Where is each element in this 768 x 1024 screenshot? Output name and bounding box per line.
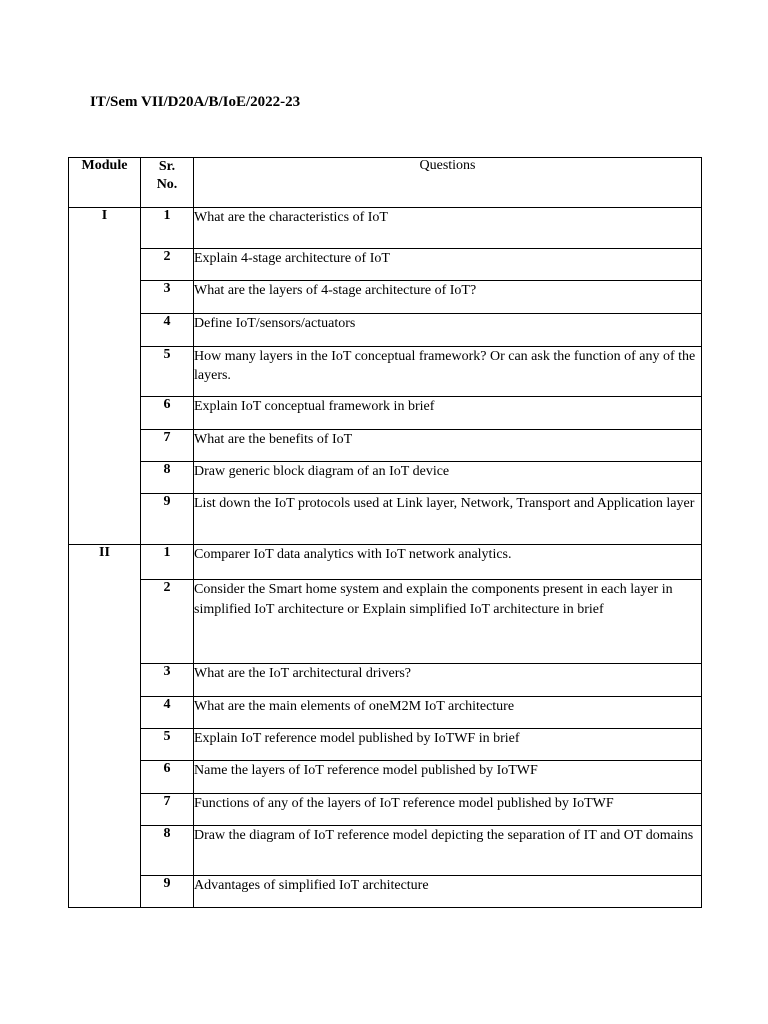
table-row [69,826,702,876]
question-text: Advantages of simplified IoT architecture [194,876,702,908]
srno-header-line2: No. [156,177,178,192]
sr-number: 9 [141,876,194,908]
question-text: List down the IoT protocols used at Link layer, Network, Transport and Application layer [194,494,702,545]
questions-column-header: Questions [194,158,702,208]
question-text: Explain 4-stage architecture of IoT [194,249,702,281]
table-row [69,281,702,314]
table-row [69,397,702,430]
table-row [69,580,702,664]
sr-number: 1 [141,545,194,580]
question-text: Consider the Smart home system and explain the components present in each layer in simplified IoT architecture or Explain simplified IoT architecture in brief [194,580,702,664]
question-text: How many layers in the IoT conceptual framework? Or can ask the function of any of the layers. [194,347,702,397]
srno-header-line1: Sr. [158,159,176,174]
table-row [69,494,702,545]
sr-number: 9 [141,494,194,545]
table-row [69,462,702,494]
question-text: Draw the diagram of IoT reference model depicting the separation of IT and OT domains [194,826,702,876]
table-row [69,794,702,826]
question-text: Explain IoT reference model published by IoTWF in brief [194,729,702,761]
question-text: What are the IoT architectural drivers? [194,664,702,697]
question-text: Explain IoT conceptual framework in brief [194,397,702,430]
question-text: What are the layers of 4-stage architecture of IoT? [194,281,702,314]
table-row [69,761,702,794]
question-text: Draw generic block diagram of an IoT device [194,462,702,494]
sr-number: 3 [141,281,194,314]
module-column-header: Module [69,158,141,208]
sr-number: 3 [141,664,194,697]
table-row [69,729,702,761]
table-row [69,249,702,281]
module-label: I [69,208,141,545]
sr-number: 1 [141,208,194,249]
module-label: II [69,545,141,908]
table-row [69,314,702,347]
sr-number: 6 [141,397,194,430]
sr-number: 8 [141,462,194,494]
question-text: What are the main elements of oneM2M IoT architecture [194,697,702,729]
sr-number: 4 [141,697,194,729]
srno-column-header [141,158,194,208]
sr-number: 5 [141,729,194,761]
question-text: Functions of any of the layers of IoT reference model published by IoTWF [194,794,702,826]
sr-number: 5 [141,347,194,397]
sr-number: 2 [141,580,194,664]
sr-number: 8 [141,826,194,876]
sr-number: 7 [141,794,194,826]
table-header-row [69,158,702,208]
table-row [69,545,702,580]
question-text: Comparer IoT data analytics with IoT network analytics. [194,545,702,580]
table-row [69,430,702,462]
question-text: What are the characteristics of IoT [194,208,702,249]
sr-number: 2 [141,249,194,281]
question-text: Name the layers of IoT reference model published by IoTWF [194,761,702,794]
table-row [69,876,702,908]
table-row [69,697,702,729]
table-row [69,664,702,697]
sr-number: 4 [141,314,194,347]
question-text: Define IoT/sensors/actuators [194,314,702,347]
question-table [68,157,702,908]
sr-number: 7 [141,430,194,462]
sr-number: 6 [141,761,194,794]
table-row [69,208,702,249]
question-text: What are the benefits of IoT [194,430,702,462]
table-row [69,347,702,397]
document-header: IT/Sem VII/D20A/B/IoE/2022-23 [90,94,301,110]
